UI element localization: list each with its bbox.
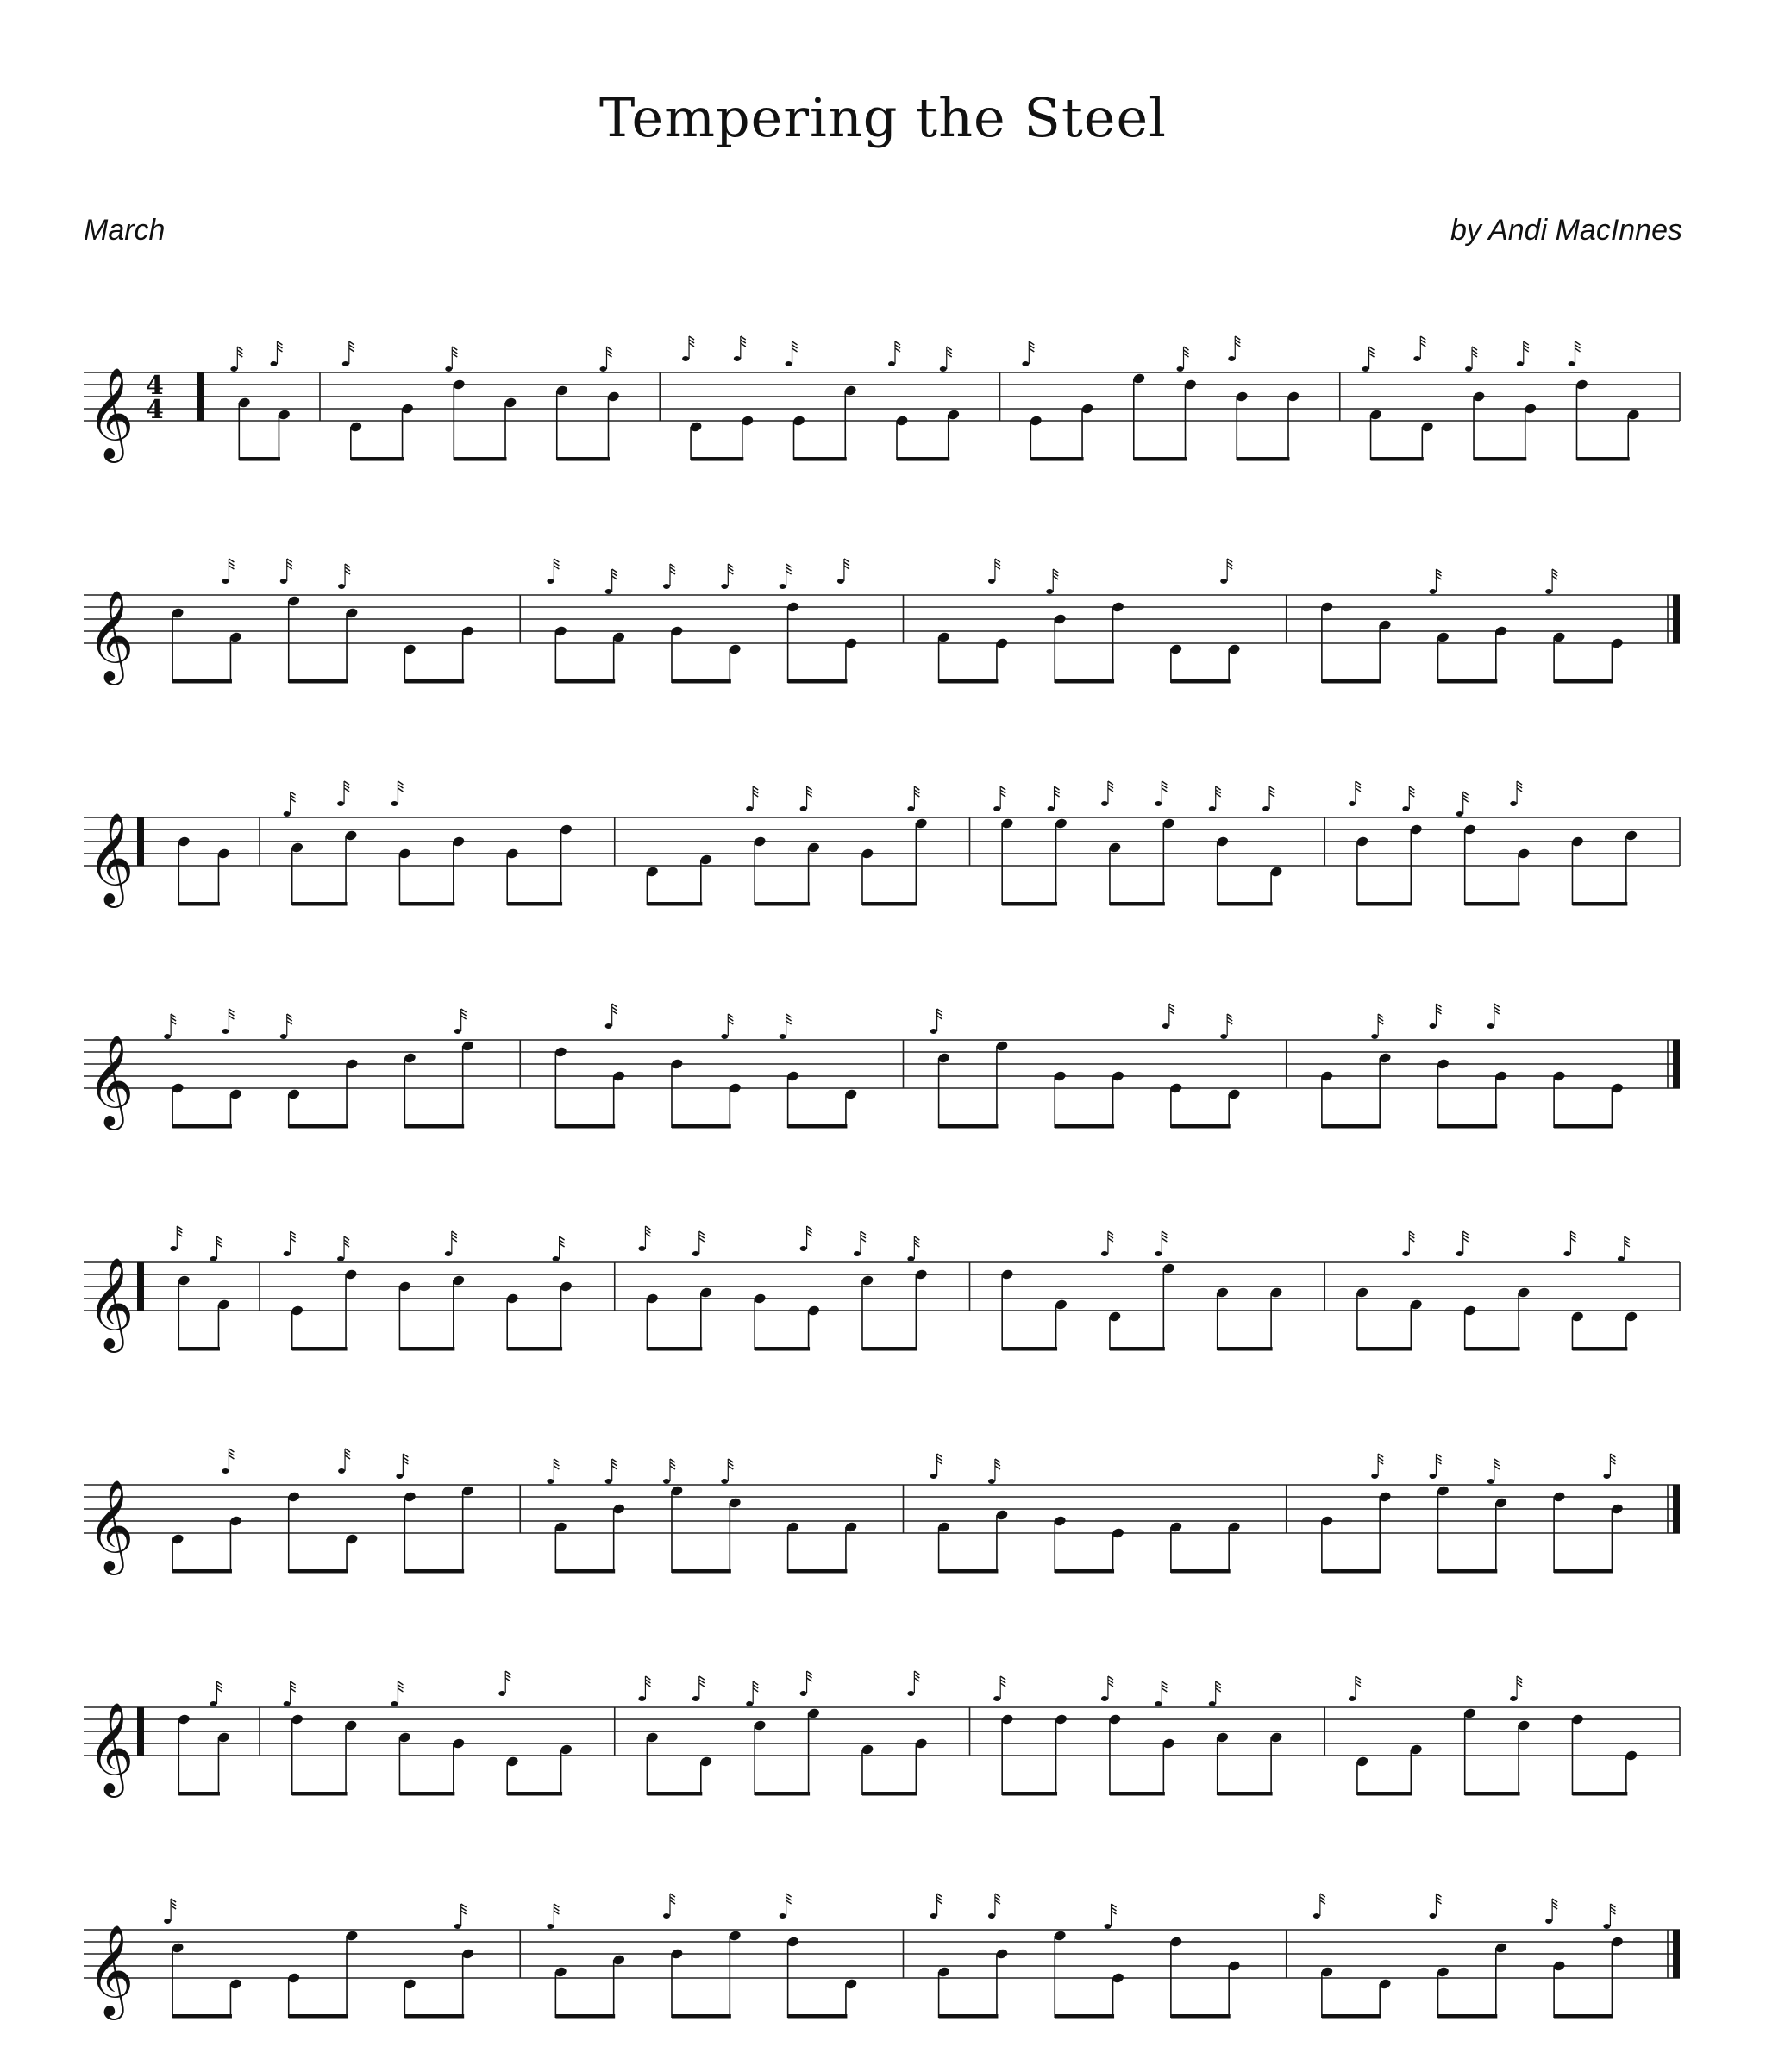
grace-note — [164, 1034, 171, 1039]
grace-note — [1022, 361, 1029, 366]
note-beam — [1357, 902, 1412, 906]
end-repeat-bar — [1673, 1040, 1680, 1088]
grace-note — [1155, 1251, 1162, 1256]
staff-system — [0, 1211, 1766, 1405]
grace-note — [454, 1924, 461, 1929]
grace-note — [1413, 356, 1420, 361]
note-beam — [1357, 1347, 1412, 1351]
grace-note — [605, 589, 612, 594]
grace-note — [746, 806, 753, 811]
grace-note — [786, 361, 792, 366]
note-beam — [1055, 1569, 1114, 1574]
treble-clef-icon: 𝄞 — [87, 1701, 135, 1793]
note-beam — [1110, 902, 1165, 906]
grace-note — [1371, 1034, 1378, 1039]
grace-note — [988, 1479, 995, 1484]
note-beam — [1322, 2014, 1381, 2019]
grace-note — [391, 801, 398, 806]
grace-note — [222, 1029, 229, 1034]
note-beam — [404, 2014, 464, 2019]
grace-note — [1618, 1256, 1625, 1261]
note-beam — [178, 902, 220, 906]
grace-note — [1155, 801, 1162, 806]
note-beam — [1465, 902, 1520, 906]
grace-note — [396, 1474, 403, 1479]
grace-note — [1402, 806, 1409, 811]
grace-note — [1209, 806, 1216, 811]
grace-note — [1313, 1913, 1320, 1919]
grace-note — [1603, 1474, 1610, 1479]
grace-note — [1465, 366, 1472, 372]
note-beam — [647, 1792, 702, 1796]
grace-note — [1101, 1251, 1108, 1256]
note-beam — [404, 1124, 464, 1129]
note-beam — [755, 902, 810, 906]
note-beam — [755, 1347, 810, 1351]
grace-note — [1046, 589, 1053, 594]
note-beam — [1322, 1124, 1381, 1129]
note-beam — [239, 457, 280, 461]
note-beam — [351, 457, 404, 461]
grace-note — [547, 1479, 554, 1484]
grace-note — [445, 366, 452, 372]
grace-note — [888, 361, 895, 366]
grace-note — [1429, 1023, 1436, 1029]
grace-note — [1545, 1919, 1552, 1924]
staff-system — [0, 1878, 1766, 2072]
note-beam — [862, 1792, 917, 1796]
grace-note — [1101, 1696, 1108, 1701]
note-beam — [1218, 1347, 1273, 1351]
grace-note — [605, 1023, 612, 1029]
score-title: Tempering the Steel — [598, 86, 1168, 149]
note-beam — [507, 1347, 562, 1351]
grace-note — [780, 584, 786, 589]
note-beam — [292, 1347, 348, 1351]
end-repeat-bar — [1673, 1930, 1680, 1978]
grace-note — [940, 366, 947, 372]
note-beam — [1465, 1792, 1520, 1796]
staff-system — [0, 1433, 1766, 1627]
grace-note — [1220, 1034, 1227, 1039]
note-beam — [292, 902, 348, 906]
grace-note — [1429, 1913, 1436, 1919]
grace-note — [930, 1029, 937, 1034]
treble-clef-icon: 𝄞 — [87, 811, 135, 904]
grace-note — [337, 801, 344, 806]
note-beam — [1577, 457, 1630, 461]
grace-note — [1510, 1696, 1517, 1701]
note-beam — [1171, 679, 1231, 684]
note-beam — [404, 679, 464, 684]
note-beam — [399, 1792, 454, 1796]
note-beam — [404, 1569, 464, 1574]
note-beam — [647, 1347, 702, 1351]
treble-clef-icon: 𝄞 — [87, 1034, 135, 1126]
composer-credit: by Andi MacInnes — [1450, 214, 1682, 247]
note-beam — [1572, 1347, 1627, 1351]
grace-note — [1349, 1696, 1356, 1701]
grace-note — [663, 1479, 670, 1484]
grace-note — [1456, 811, 1463, 817]
grace-note — [230, 366, 237, 372]
note-beam — [1134, 457, 1187, 461]
grace-note — [800, 1691, 807, 1696]
grace-note — [222, 1468, 229, 1474]
grace-note — [547, 579, 554, 584]
treble-clef-icon: 𝄞 — [87, 1479, 135, 1571]
staff-system — [0, 543, 1766, 737]
note-beam — [172, 1124, 232, 1129]
grace-note — [746, 1701, 753, 1706]
grace-note — [800, 806, 807, 811]
note-beam — [788, 1124, 848, 1129]
note-beam — [939, 2014, 999, 2019]
note-beam — [1554, 2014, 1613, 2019]
grace-note — [854, 1251, 861, 1256]
grace-note — [1048, 806, 1055, 811]
grace-note — [1563, 1251, 1570, 1256]
grace-note — [210, 1256, 216, 1261]
note-beam — [1437, 1124, 1497, 1129]
grace-note — [721, 584, 728, 589]
note-beam — [172, 1569, 232, 1574]
grace-note — [1101, 801, 1108, 806]
grace-note — [721, 1034, 728, 1039]
grace-note — [454, 1029, 461, 1034]
grace-note — [498, 1691, 505, 1696]
grace-note — [993, 806, 1000, 811]
start-repeat-bar — [197, 372, 204, 421]
note-beam — [862, 1347, 917, 1351]
grace-note — [930, 1913, 937, 1919]
note-beam — [672, 2014, 731, 2019]
note-beam — [1237, 457, 1289, 461]
grace-note — [682, 356, 689, 361]
grace-note — [280, 1034, 287, 1039]
note-beam — [794, 457, 847, 461]
note-beam — [289, 1124, 348, 1129]
grace-note — [1220, 579, 1227, 584]
grace-note — [284, 1701, 291, 1706]
grace-note — [993, 1696, 1000, 1701]
note-beam — [1554, 1124, 1613, 1129]
note-beam — [1465, 1347, 1520, 1351]
treble-clef-icon: 𝄞 — [87, 1256, 135, 1349]
note-beam — [788, 2014, 848, 2019]
grace-note — [164, 1919, 171, 1924]
grace-note — [663, 584, 670, 589]
grace-note — [1429, 1474, 1436, 1479]
grace-note — [1402, 1251, 1409, 1256]
note-beam — [1554, 679, 1613, 684]
grace-note — [1487, 1479, 1494, 1484]
grace-note — [663, 1913, 670, 1919]
grace-note — [338, 584, 345, 589]
grace-note — [1487, 1023, 1494, 1029]
note-beam — [1474, 457, 1526, 461]
grace-note — [222, 579, 229, 584]
grace-note — [692, 1696, 699, 1701]
tempo-marking: March — [84, 214, 166, 247]
grace-note — [1105, 1924, 1112, 1929]
note-beam — [1055, 679, 1114, 684]
grace-note — [1262, 806, 1269, 811]
note-beam — [507, 902, 562, 906]
grace-note — [391, 1701, 398, 1706]
staff-system — [0, 321, 1766, 515]
grace-note — [1155, 1701, 1162, 1706]
note-beam — [1437, 2014, 1497, 2019]
note-beam — [1002, 1792, 1057, 1796]
treble-clef-icon: 𝄞 — [87, 589, 135, 681]
note-beam — [939, 1569, 999, 1574]
note-beam — [172, 679, 232, 684]
grace-note — [638, 1246, 645, 1251]
staff-system — [0, 1656, 1766, 1850]
start-repeat-bar — [137, 1707, 144, 1756]
grace-note — [1349, 801, 1356, 806]
note-beam — [1572, 902, 1627, 906]
note-beam — [289, 1569, 348, 1574]
grace-note — [1517, 361, 1524, 366]
grace-note — [721, 1479, 728, 1484]
grace-note — [605, 1479, 612, 1484]
grace-note — [907, 1691, 914, 1696]
note-beam — [788, 679, 848, 684]
note-beam — [1322, 1569, 1381, 1574]
grace-note — [1371, 1474, 1378, 1479]
note-beam — [1055, 1124, 1114, 1129]
grace-note — [1177, 366, 1184, 372]
note-beam — [939, 1124, 999, 1129]
grace-note — [1228, 356, 1235, 361]
note-beam — [507, 1792, 562, 1796]
note-beam — [555, 679, 615, 684]
note-beam — [172, 2014, 232, 2019]
grace-note — [692, 1251, 699, 1256]
note-beam — [178, 1792, 220, 1796]
grace-note — [599, 366, 606, 372]
note-beam — [672, 1124, 731, 1129]
start-repeat-bar — [137, 1262, 144, 1311]
time-signature-bottom: 4 — [146, 395, 164, 425]
grace-note — [445, 1251, 452, 1256]
note-beam — [555, 2014, 615, 2019]
treble-clef-icon: 𝄞 — [87, 1924, 135, 2016]
treble-clef-icon: 𝄞 — [87, 366, 135, 459]
grace-note — [1545, 589, 1552, 594]
grace-note — [734, 356, 741, 361]
grace-note — [337, 1256, 344, 1261]
note-beam — [1437, 1569, 1497, 1574]
note-beam — [1110, 1792, 1165, 1796]
time-signature-top: 4 — [146, 371, 164, 401]
grace-note — [170, 1246, 177, 1251]
start-repeat-bar — [137, 817, 144, 866]
grace-note — [930, 1474, 937, 1479]
note-beam — [672, 679, 731, 684]
note-beam — [454, 457, 506, 461]
end-repeat-bar — [1673, 1485, 1680, 1533]
staff-system — [0, 766, 1766, 960]
grace-note — [1429, 589, 1436, 594]
grace-note — [1162, 1023, 1169, 1029]
note-beam — [1437, 679, 1497, 684]
note-beam — [399, 902, 454, 906]
grace-note — [547, 1924, 554, 1929]
grace-note — [800, 1246, 807, 1251]
grace-note — [338, 1468, 345, 1474]
note-beam — [1371, 457, 1424, 461]
note-beam — [1554, 1569, 1613, 1574]
grace-note — [1456, 1251, 1463, 1256]
note-beam — [1218, 902, 1273, 906]
note-beam — [292, 1792, 348, 1796]
note-beam — [1055, 2014, 1114, 2019]
grace-note — [1603, 1924, 1610, 1929]
grace-note — [780, 1913, 786, 1919]
grace-note — [1510, 801, 1517, 806]
note-beam — [1572, 1792, 1627, 1796]
note-beam — [289, 2014, 348, 2019]
note-beam — [897, 457, 949, 461]
grace-note — [210, 1701, 216, 1706]
grace-note — [907, 806, 914, 811]
grace-note — [837, 579, 844, 584]
note-beam — [178, 1347, 220, 1351]
note-beam — [755, 1792, 810, 1796]
note-beam — [1030, 457, 1083, 461]
grace-note — [342, 361, 349, 366]
grace-note — [284, 811, 291, 817]
note-beam — [289, 679, 348, 684]
grace-note — [1362, 366, 1369, 372]
grace-note — [988, 1913, 995, 1919]
note-beam — [1357, 1792, 1412, 1796]
note-beam — [555, 1124, 615, 1129]
end-repeat-bar — [1673, 595, 1680, 643]
note-beam — [647, 902, 702, 906]
grace-note — [1209, 1701, 1216, 1706]
note-beam — [862, 902, 917, 906]
note-beam — [1218, 1792, 1273, 1796]
staff-system — [0, 988, 1766, 1182]
note-beam — [691, 457, 743, 461]
grace-note — [638, 1696, 645, 1701]
note-beam — [557, 457, 610, 461]
note-beam — [1171, 2014, 1231, 2019]
grace-note — [988, 579, 995, 584]
note-beam — [939, 679, 999, 684]
note-beam — [1322, 679, 1381, 684]
note-beam — [1002, 1347, 1057, 1351]
note-beam — [1110, 1347, 1165, 1351]
grace-note — [284, 1251, 291, 1256]
note-beam — [1171, 1124, 1231, 1129]
note-beam — [1002, 902, 1057, 906]
grace-note — [553, 1256, 560, 1261]
grace-note — [907, 1256, 914, 1261]
grace-note — [1569, 361, 1575, 366]
note-beam — [555, 1569, 615, 1574]
note-beam — [672, 1569, 731, 1574]
note-beam — [399, 1347, 454, 1351]
grace-note — [270, 361, 277, 366]
grace-note — [780, 1034, 786, 1039]
note-beam — [1171, 1569, 1231, 1574]
note-beam — [788, 1569, 848, 1574]
grace-note — [280, 579, 287, 584]
